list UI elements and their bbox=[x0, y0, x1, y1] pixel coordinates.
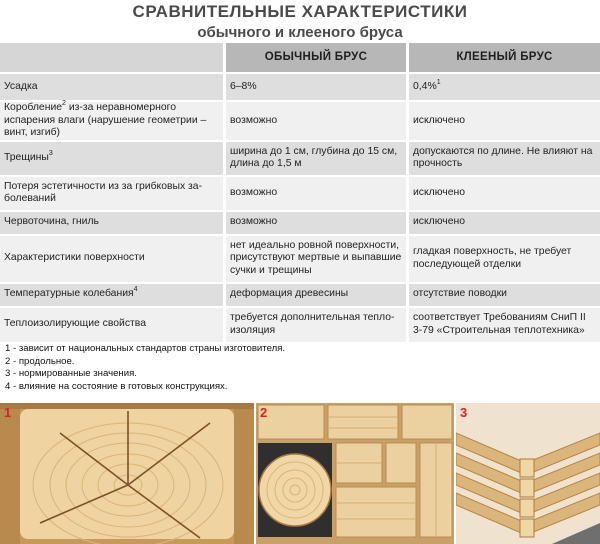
table-row bbox=[0, 212, 600, 236]
row-label: Характеристики поверхности bbox=[0, 236, 223, 284]
comparison-table bbox=[0, 43, 600, 344]
row-glued: 0,4%$^1$ bbox=[406, 74, 600, 102]
footnote-3: 3 - нормированные значения. bbox=[5, 368, 137, 380]
row-ordinary: возможно bbox=[223, 102, 406, 142]
row-label: Потеря эстетичности из за грибковых за-болеваний bbox=[0, 177, 223, 212]
row-ordinary: деформация древесины bbox=[223, 284, 406, 308]
header-empty-cell bbox=[0, 43, 223, 74]
title-line-2: обычного и клееного бруса bbox=[197, 24, 403, 41]
photo-number: 2 bbox=[260, 405, 268, 420]
photo-2 bbox=[256, 403, 454, 544]
row-ordinary: возможно bbox=[223, 212, 406, 236]
row-glued: гладкая поверхность, не требует последующей отделки bbox=[406, 236, 600, 284]
photo-strip bbox=[0, 403, 600, 544]
row-ordinary: ширина до 1 см, глубина до 15 см, длина до 1,5 м bbox=[223, 142, 406, 177]
page-title bbox=[0, 0, 600, 42]
footnote-ref: 3 bbox=[48, 149, 53, 157]
row-label: Температурные колебания$^4$ bbox=[0, 284, 223, 308]
footnote-2: 2 - продольное. bbox=[5, 355, 75, 367]
row-ordinary: требуется дополнительная тепло-изоляция bbox=[223, 308, 406, 344]
header-glued: КЛЕЕНЫЙ БРУС bbox=[406, 43, 600, 74]
footnote-4: 4 - влияние на состояние в готовых конструкциях. bbox=[5, 380, 228, 392]
row-glued: исключено bbox=[406, 177, 600, 212]
row-glued: допускаются по длине. Не влияют на прочность bbox=[406, 142, 600, 177]
table-row bbox=[0, 142, 600, 177]
table-header-row bbox=[0, 43, 600, 74]
table-row bbox=[0, 236, 600, 284]
footnote-ref: 1 bbox=[436, 78, 441, 86]
row-label: Теплоизолирующие свойства bbox=[0, 308, 223, 344]
row-glued: отсутствие поводки bbox=[406, 284, 600, 308]
header-ordinary: ОБЫЧНЫЙ БРУС bbox=[223, 43, 406, 74]
row-label: Трещины$^3$ bbox=[0, 142, 223, 177]
row-label: Червоточина, гниль bbox=[0, 212, 223, 236]
footnote-ref: 2 bbox=[62, 100, 66, 107]
row-ordinary: возможно bbox=[223, 177, 406, 212]
table-row bbox=[0, 308, 600, 344]
photo-number: 3 bbox=[460, 405, 468, 420]
glued-beam-sections-icon bbox=[256, 403, 454, 544]
table-row bbox=[0, 177, 600, 212]
table-row bbox=[0, 102, 600, 142]
row-glued: исключено bbox=[406, 102, 600, 142]
footnote-ref: 4 bbox=[133, 286, 138, 294]
photo-1 bbox=[0, 403, 254, 544]
log-end-cracked-icon bbox=[0, 403, 254, 544]
photo-3 bbox=[456, 403, 600, 544]
row-ordinary: 6–8% bbox=[223, 74, 406, 102]
table-row bbox=[0, 74, 600, 102]
row-label: Усадка bbox=[0, 74, 223, 102]
row-label: Коробление$^2$ из-за неравномерного испарения влаги (нарушение геометрии – винт, изгиб) bbox=[0, 102, 223, 142]
row-glued: соответствует Требованиям СниП II 3-79 «Строительная теплотехника» bbox=[406, 308, 600, 344]
row-glued: исключено bbox=[406, 212, 600, 236]
table-row bbox=[0, 284, 600, 308]
log-wall-corner-icon bbox=[456, 403, 600, 544]
photo-number: 1 bbox=[4, 405, 12, 420]
footnote-1: 1 - зависит от национальных стандартов страны изготовителя. bbox=[5, 343, 286, 354]
footnotes bbox=[5, 343, 285, 393]
row-ordinary: нет идеально ровной поверхности, присутствуют мертвые и выпавшие сучки и трещины bbox=[223, 236, 406, 284]
title-line-1: СРАВНИТЕЛЬНЫЕ ХАРАКТЕРИСТИКИ bbox=[132, 2, 468, 21]
